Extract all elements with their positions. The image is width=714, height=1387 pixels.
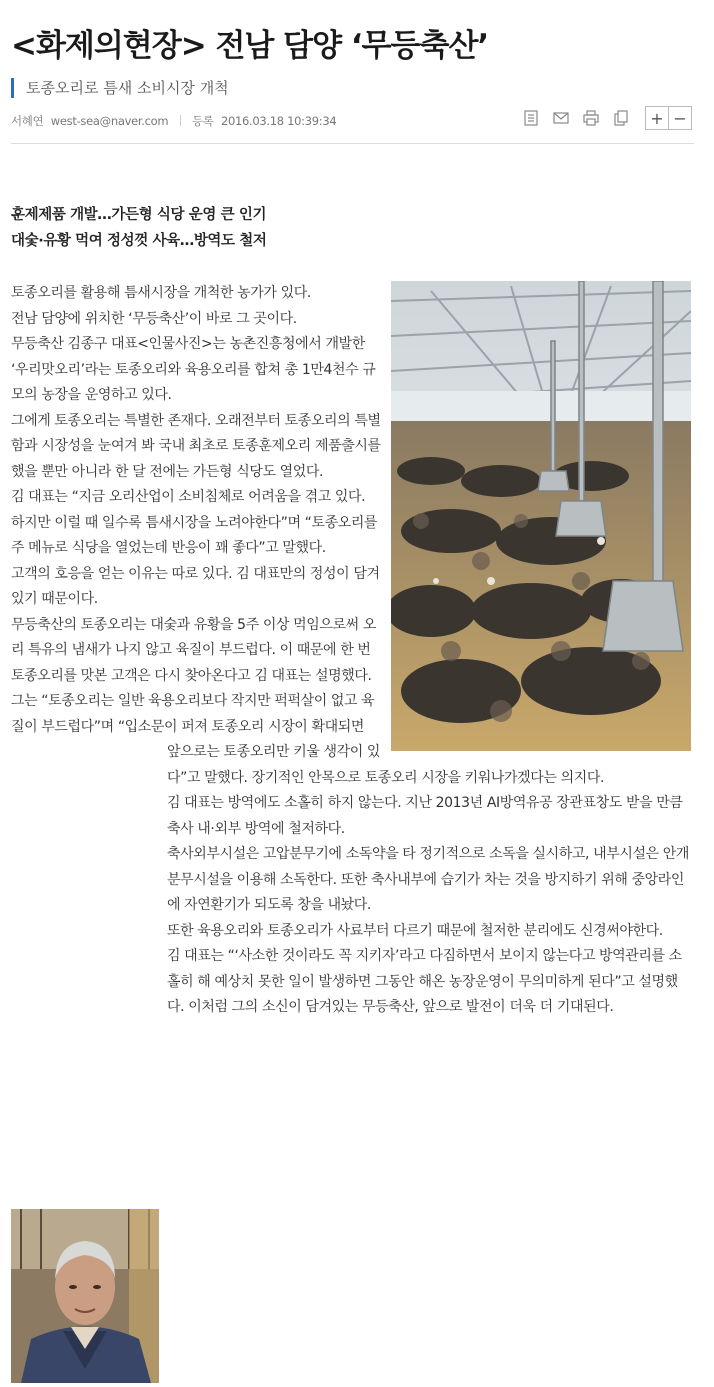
paragraph: 김 대표는 방역에도 소홀히 하지 않는다. 지난 2013년 AI방역유공 장관표창도 받을 만큼 축사 내·외부 방역에 철저하다. xyxy=(167,795,683,837)
paragraph: 무등축산의 토종오리는 대숯과 유황을 5주 이상 먹임으로써 오리 특유의 냄새가 나지 않고 육질이 부드럽다. 이 때문에 한 번 토종오리를 맛본 고객은 다시 찾아온다고 김 대표는 설명했다. xyxy=(11,616,376,684)
lead-summary xyxy=(11,202,267,254)
author-email[interactable]: west-sea@naver.com xyxy=(50,114,169,128)
paragraph: 토종오리를 활용해 틈새시장을 개척한 농가가 있다. xyxy=(11,285,311,301)
byline-divider xyxy=(180,115,181,126)
paragraph: 전남 담양에 위치한 ‘무등축산’이 바로 그 곳이다. xyxy=(11,310,297,327)
paragraph: 무등축산 김종구 대표<인물사진>는 농촌진흥청에서 개발한 ‘우리맛오리’라는 토종오리와 육용오리를 합쳐 총 1만4천수 규모의 농장을 운영하고 있다. xyxy=(11,336,376,403)
zoom-out-button[interactable]: − xyxy=(669,106,692,130)
paragraph: 그는 “토종오리는 일반 육용오리보다 작지만 퍽퍽살이 없고 육질이 부드럽다”며 “입소문이 퍼져 토종오리 시장이 확대되면 앞으로는 토종오리만 키울 생각이 있다”고 말했다. 장기적인 안목으로 토종오리 시장을 키워나가겠다는 의지다. xyxy=(11,693,605,786)
lead-line: 훈제제품 개발…가든형 식당 운영 큰 인기 xyxy=(11,207,267,223)
mail-icon[interactable] xyxy=(549,106,573,130)
lead-line: 대숯·유황 먹여 정성껏 사육…방역도 철저 xyxy=(11,233,267,249)
paragraph: 또한 육용오리와 토종오리가 사료부터 다르기 때문에 철저한 분리에도 신경써야한다. xyxy=(167,922,663,939)
print-icon[interactable] xyxy=(579,106,603,130)
author-name: 서혜연 xyxy=(11,114,44,128)
article-title: <화제의현장> 전남 담양 ‘무등축산’ xyxy=(11,28,489,64)
copy-icon[interactable] xyxy=(609,106,633,130)
byline xyxy=(11,113,336,129)
publish-date: 2016.03.18 10:39:34 xyxy=(220,114,337,128)
paragraph: 축사외부시설은 고압분무기에 소독약을 타 정기적으로 소독을 실시하고, 내부시설은 안개분무시설을 이용해 소독한다. 또한 축사내부에 습기가 차는 것을 방지하기 위해 중앙라인에 자연환기가 되도록 창을 내놨다. xyxy=(167,846,690,913)
zoom-in-button[interactable]: + xyxy=(645,106,669,130)
article-subtitle: 토종오리로 틈새 소비시장 개척 xyxy=(11,78,229,98)
zoom-controls xyxy=(645,106,692,130)
article-toolbar xyxy=(513,106,692,130)
paragraph: 김 대표는 “‘사소한 것이라도 꼭 지키자’라고 다짐하면서 보이지 않는다고 방역관리를 소홀히 해 예상치 못한 일이 발생하면 그동안 해온 농장운영이 무의미하게 된다”고 설명했다. 이처럼 그의 소신이 담겨있는 무등축산, 앞으로 발전이 더욱 더 기대된다. xyxy=(167,948,682,1015)
paragraph: 그에게 토종오리는 특별한 존재다. 오래전부터 토종오리의 특별함과 시장성을 눈여겨 봐 국내 최초로 토종훈제오리 제품출시를 했을 뿐만 아니라 한 달 전에는 가든형 식당도 열었다. xyxy=(11,412,381,480)
list-icon[interactable] xyxy=(519,106,543,130)
duck-barn-photo xyxy=(391,281,691,751)
paragraph: 고객의 호응을 얻는 이유는 따로 있다. 김 대표만의 정성이 담겨있기 때문이다. xyxy=(11,565,380,607)
date-label: 등록 xyxy=(191,114,214,128)
header-divider xyxy=(11,143,694,144)
portrait-photo xyxy=(11,1209,159,1383)
paragraph: 김 대표는 “지금 오리산업이 소비침체로 어려움을 겪고 있다. 하지만 이럴 때 일수록 틈새시장을 노려야한다”며 “토종오리를 주 메뉴로 식당을 열었는데 반응이 꽤 좋다”고 말했다. xyxy=(11,489,378,556)
article-body xyxy=(11,281,691,1387)
